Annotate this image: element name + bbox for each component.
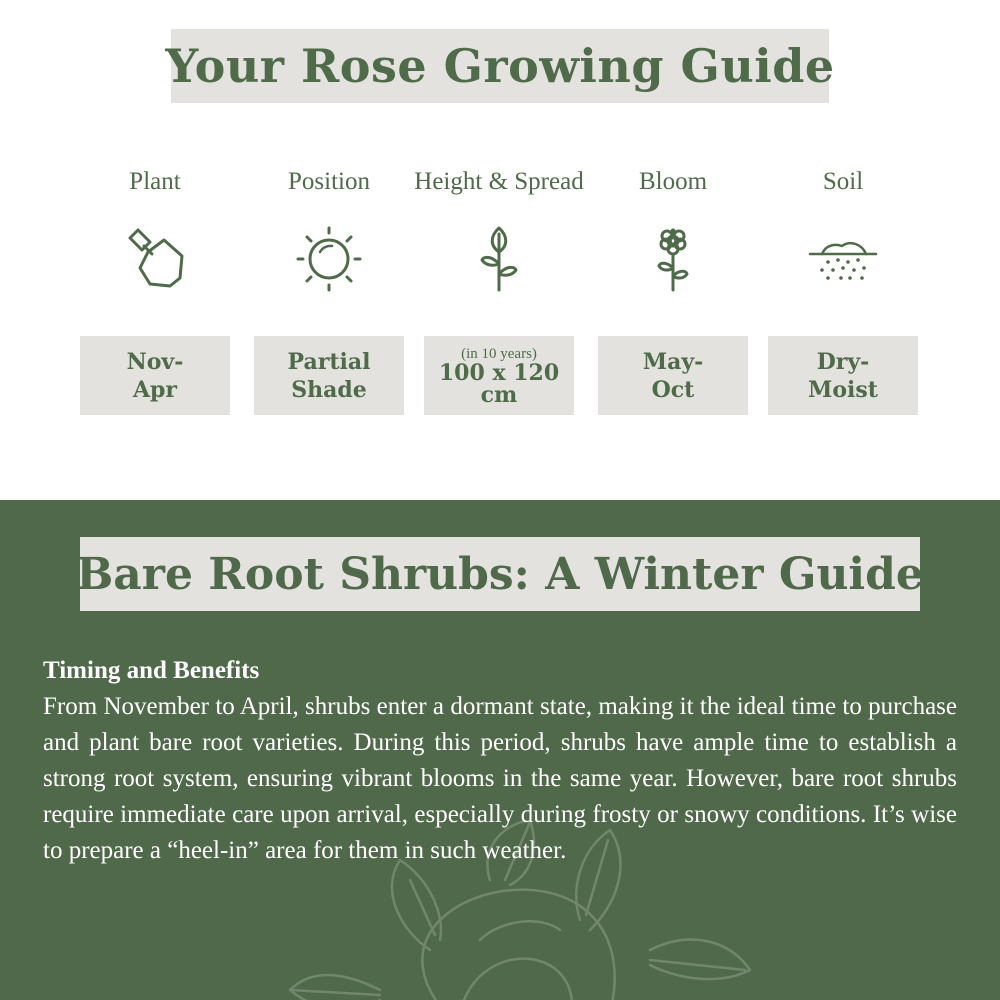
value-bloom-line2: Oct xyxy=(651,376,695,403)
value-bloom-line1: May- xyxy=(642,348,704,375)
trowel-icon xyxy=(80,224,230,294)
sun-icon xyxy=(254,224,404,294)
value-plant-line2: Apr xyxy=(132,376,178,403)
value-box-bloom xyxy=(598,336,748,415)
flower-icon xyxy=(598,224,748,294)
value-position-line2: Shade xyxy=(291,376,367,403)
soil-icon xyxy=(768,224,918,294)
winter-guide-section xyxy=(0,500,1000,1000)
value-height-note: (in 10 years) xyxy=(461,345,537,362)
guide-title-banner xyxy=(165,29,835,103)
column-position xyxy=(254,160,404,403)
winter-guide-text xyxy=(43,653,957,869)
value-height-line1: 100 x 120 xyxy=(438,359,560,386)
column-label-bloom: Bloom xyxy=(638,168,708,195)
column-label-height-spread: Height & Spread xyxy=(414,168,584,195)
column-height-spread xyxy=(414,160,584,408)
value-soil-line1: Dry- xyxy=(816,348,870,375)
column-label-plant: Plant xyxy=(129,168,181,195)
guide-title: Your Rose Growing Guide xyxy=(165,39,835,93)
section-body: From November to April, shrubs enter a dormant state, making it the ideal time to purchase and plant bare root varieties. During this period, shrubs have ample time to establish a strong root system, ensuring vibrant blooms in the same year. However, bare root shrubs require immediate care upon arrival, especially during frosty or snowy conditions. It’s wise to prepare a “heel-in” area for them in such weather. xyxy=(43,693,957,864)
section-heading: Timing and Benefits xyxy=(43,657,260,684)
value-soil-line2: Moist xyxy=(808,376,878,403)
value-box-soil xyxy=(768,336,918,415)
column-label-position: Position xyxy=(288,168,370,195)
column-plant xyxy=(80,160,230,403)
column-bloom xyxy=(598,160,748,403)
winter-title-banner xyxy=(76,537,924,611)
value-height-line2: cm xyxy=(480,381,518,408)
value-box-height-spread xyxy=(424,336,574,415)
guide-columns xyxy=(0,160,1000,420)
winter-title: Bare Root Shrubs: A Winter Guide xyxy=(76,548,924,600)
column-label-soil: Soil xyxy=(822,168,864,195)
value-plant-line1: Nov- xyxy=(126,348,184,375)
column-soil xyxy=(768,160,918,403)
value-box-plant xyxy=(80,336,230,415)
sprout-icon xyxy=(424,224,574,294)
value-position-line1: Partial xyxy=(287,348,371,375)
value-box-position xyxy=(254,336,404,415)
